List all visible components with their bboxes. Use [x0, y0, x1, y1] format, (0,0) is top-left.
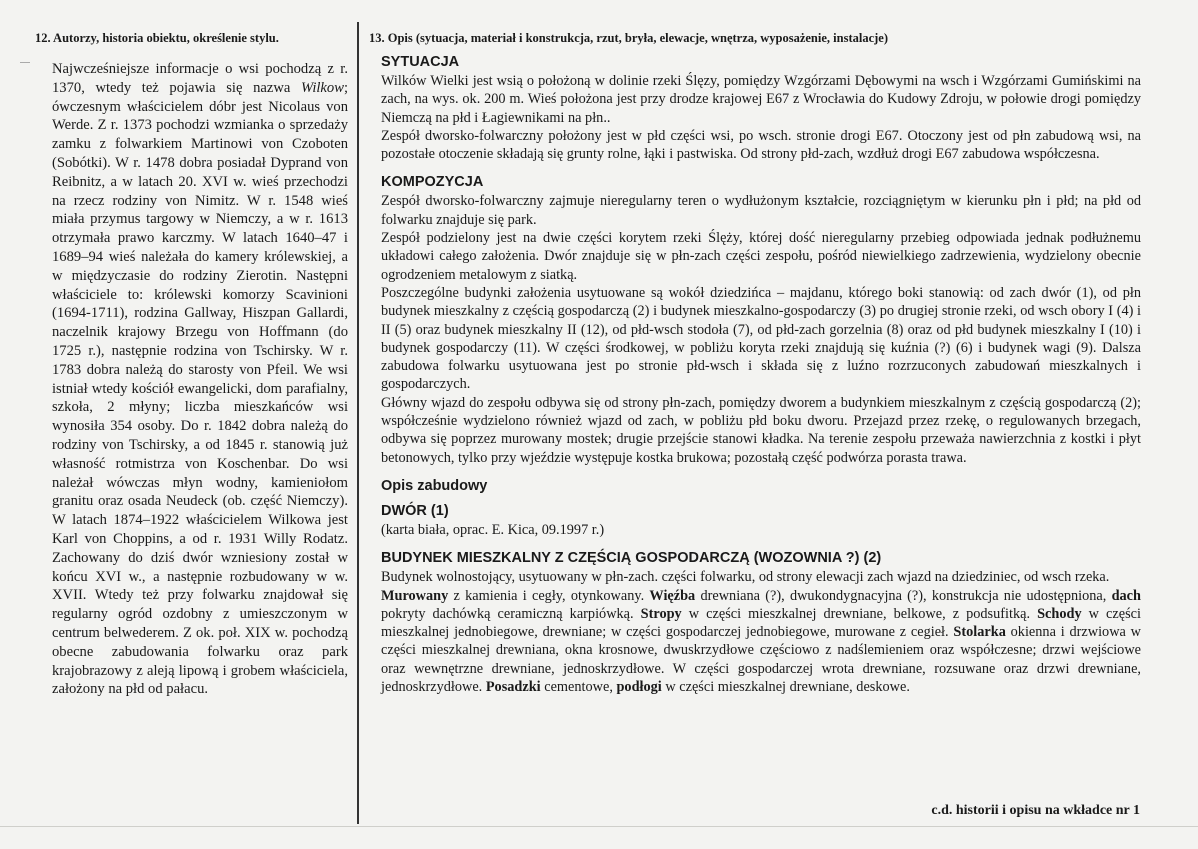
term-description: w części mieszkalnej drewniane, deskowe. [661, 679, 910, 696]
column-divider [357, 22, 359, 824]
budynek-paragraph-1: Budynek wolnostojący, usytuowany w płn-zach. części folwarku, od strony elewacji zach wjazd na dziedziniec, od wsch rzeka. [381, 569, 1110, 586]
margin-mark [20, 62, 30, 63]
section-title-opis-zabudowy: Opis zabudowy [381, 477, 488, 494]
history-text: Najwcześniejsze informacje o wsi pochodzą z r. 1370, wtedy też pojawia się nazwa Wilkow; ówczesnym właścicielem dóbr jest Nicolaus von Werde. Z r. 1373 pochodzi wzmianka o sprzedaży zamku z folwarkiem Martinowi von Czoboten (Sobótki). W r. 1478 dobra posiadał Dyprand von Reibnitz, a w latach 20. XVI w. wieś przechodzi na rzecz rodziny von Nimitz. W r. 1548 wieś miała przymus targowy w Niemczy, a w r. 1613 otrzymała prawo karczmy. W latach 1640–47 i 1689–94 wieś należała do kamery królewskiej, a w międzyczasie do rodziny Zierotin. Następni właściciele to: królewski komorzy Scavinioni (1694-1711), rodzina Gallway, Hiszpan Gallardi, naczelnik krajowy Brzegu von Hoffmann (do 1725 r.), następnie rodzina von Tschirsky. W r. 1783 dobra należą do starosty von Pfeil. We wsi istniał wtedy kościół ewangelicki, dom parafialny, szkoła, 2 młyny; liczba mieszkańców wsi wynosiła 354 osoby. Do r. 1842 dobra należą do rodziny von Tschirsky, a od 1845 r. stanowią już własność rotmistrza von Koschenbar. Do wsi należał wówczas młyn wodny, kamieniołom granitu oraz osada Neudeck (ob. część Niemczy). W latach 1874–1922 właścicielem Wilkowa jest Karl von Choppins, a od r. 1931 Willy Rodatz. Zachowany do dziś dwór wzniesiony został w końcu XVI w., a następnie rozbudowany w w. XVII. Wtedy też przy folwarku znajdował się regularny ogród ozdobny z umieszczonym w centrum belwederem. Z ok. poł. XIX w. pochodzą obecne zabudowania folwarku oraz park krajobrazowy z aleją lipową i grobem właściciela, założony na płd od pałacu. [52, 61, 348, 698]
kompozycja-paragraph-3: Poszczególne budynki założenia usytuowane są wokół dziedzińca – majdanu, którego boki stanowią: od zach dwór (1), od płn budynek mieszkalny z częścią gospodarczą (2) i budynek mieszkalno-gospodarczy (3) po drugiej stronie rzeki, od wsch obory I (4) i II (5) oraz budynek mieszkalny II (12), od płd-wsch stodoła (7), od płd-zach gorzelnia (8) oraz od płd budynek mieszkalny I (10) i budynek gospodarczy (11). W części środkowej, w pobliżu koryta rzeki znajdują się kuźnia (?) (6) i budynek wagi (9). Dalsza zabudowa folwarku usytuowana jest po stronie płd-wsch i składa się z luźno rozrzuconych zabudowań mieszkalnych i gospodarczych. [381, 284, 1141, 393]
history-column [35, 31, 348, 699]
dwor-note: (karta biała, oprac. E. Kica, 09.1997 r.) [381, 521, 605, 538]
term-bold: Murowany [381, 587, 449, 604]
term-description: w części mieszkalnej drewniane, belkowe, z podsufitką. [681, 605, 1038, 622]
term-bold: dach [1111, 587, 1141, 604]
kompozycja-paragraph-2: Zespół podzielony jest na dwie części korytem rzeki Ślęży, której dość nieregularny przebieg odpowiada jednak podłużnemu układowi całego założenia. Dwór znajduje się w płn-zach części zespołu, pośród niewielkiego zadrzewienia, wydzielony obecnie ogrodzeniem metalowym z siatką. [381, 230, 1141, 283]
section-title-dwor: DWÓR (1) [381, 502, 449, 519]
term-bold: Stropy [640, 605, 682, 622]
term-description: okienna i drzwiowa w części mieszkalnej drewniana, okna krosnowe, dwuskrzydłowe częściowo z nadślemieniem oraz współczesne; drzwi wejściowe oraz wewnętrzne drewniane, jednoskrzydłowe. W części gospodarczej wrota drewniane, rozsuwane oraz drzwi drewniane, jednoskrzydłowe. [381, 624, 1141, 696]
term-bold: Posadzki [485, 679, 541, 696]
kompozycja-paragraph-1: Zespół dworsko-folwarczny zajmuje nieregularny teren o wydłużonym kształcie, rozciągniętym w kierunku płn i płd; na płd od folwarku znajduje się park. [381, 193, 1141, 228]
term-bold: podłogi [616, 679, 662, 696]
section-title-sytuacja: SYTUACJA [381, 54, 460, 70]
description-column [369, 31, 1141, 696]
budynek-paragraph-2 [381, 587, 1141, 697]
section-title-kompozycja: KOMPOZYCJA [381, 174, 484, 191]
section-title-budynek: BUDYNEK MIESZKALNY Z CZĘŚCIĄ GOSPODARCZĄ (WOZOWNIA ?) (2) [381, 550, 882, 567]
term-bold: Stolarka [953, 624, 1006, 641]
term-description: cementowe, [540, 679, 617, 696]
sytuacja-paragraph-2: Zespół dworsko-folwarczny położony jest w płd części wsi, po wsch. stronie drogi E67. Otoczony jest od płn zabudową wsi, na pozostałe otoczenie składają się grunty rolne, łąki i pastwiska. Od strony płd-zach, wzdłuż drogi E67 zabudowa współczesna. [381, 127, 1141, 163]
term-bold: Schody [1037, 605, 1082, 622]
kompozycja-paragraph-4: Główny wjazd do zespołu odbywa się od strony płn-zach, pomiędzy dworem a budynkiem mieszkalnym z częścią gospodarczą (2); współcześnie wydzielono również wjazd od zach, w pobliżu płd boku dworu. Przejazd przez rzekę, o regulowanych brzegach, odbywa się poprzez murowany mostek; drugie przejście stanowi kładka. Na terenie zespołu przeważa nawierzchnia z kostki i płyt betonowych, tylko przy wjeździe występuje kostka brukowa; pozostałą część podwórza porasta trawa. [381, 394, 1141, 466]
continuation-note: c.d. historii i opisu na wkładce nr 1 [931, 803, 1140, 818]
term-description: z kamienia i cegły, otynkowany. [448, 587, 650, 604]
history-heading: 12. Autorzy, historia obiektu, określenie stylu. [35, 31, 279, 45]
sytuacja-paragraph-1: Wilków Wielki jest wsią o położoną w dolinie rzeki Ślęzy, pomiędzy Wzgórzami Dębowymi na wsch i Wzgórzami Gumińskimi na zach, na wys. ok. 200 m. Wieś położona jest przy drodze krajowej E67 z Wrocławia do Kudowy Zdroju, w połowie drogi pomiędzy Niemczą na płd i Łagiewnikami na płn.. [381, 73, 1141, 126]
term-description: drewniana (?), dwukondygnacyjna (?), konstrukcja nie udostępniona, [695, 587, 1112, 604]
description-heading: 13. Opis (sytuacja, materiał i konstrukcja, rzut, bryła, elewacje, wnętrza, wyposażenie, instalacje) [369, 31, 889, 45]
term-bold: Więźba [649, 587, 696, 604]
term-description: w części mieszkalnej jednobiegowe, drewniane; w części gospodarczej jednobiegowe, murowane z cegieł. [381, 605, 1141, 641]
term-description: pokryty dachówką ceramiczną karpiówką. [381, 605, 641, 622]
scan-edge [0, 826, 1198, 827]
